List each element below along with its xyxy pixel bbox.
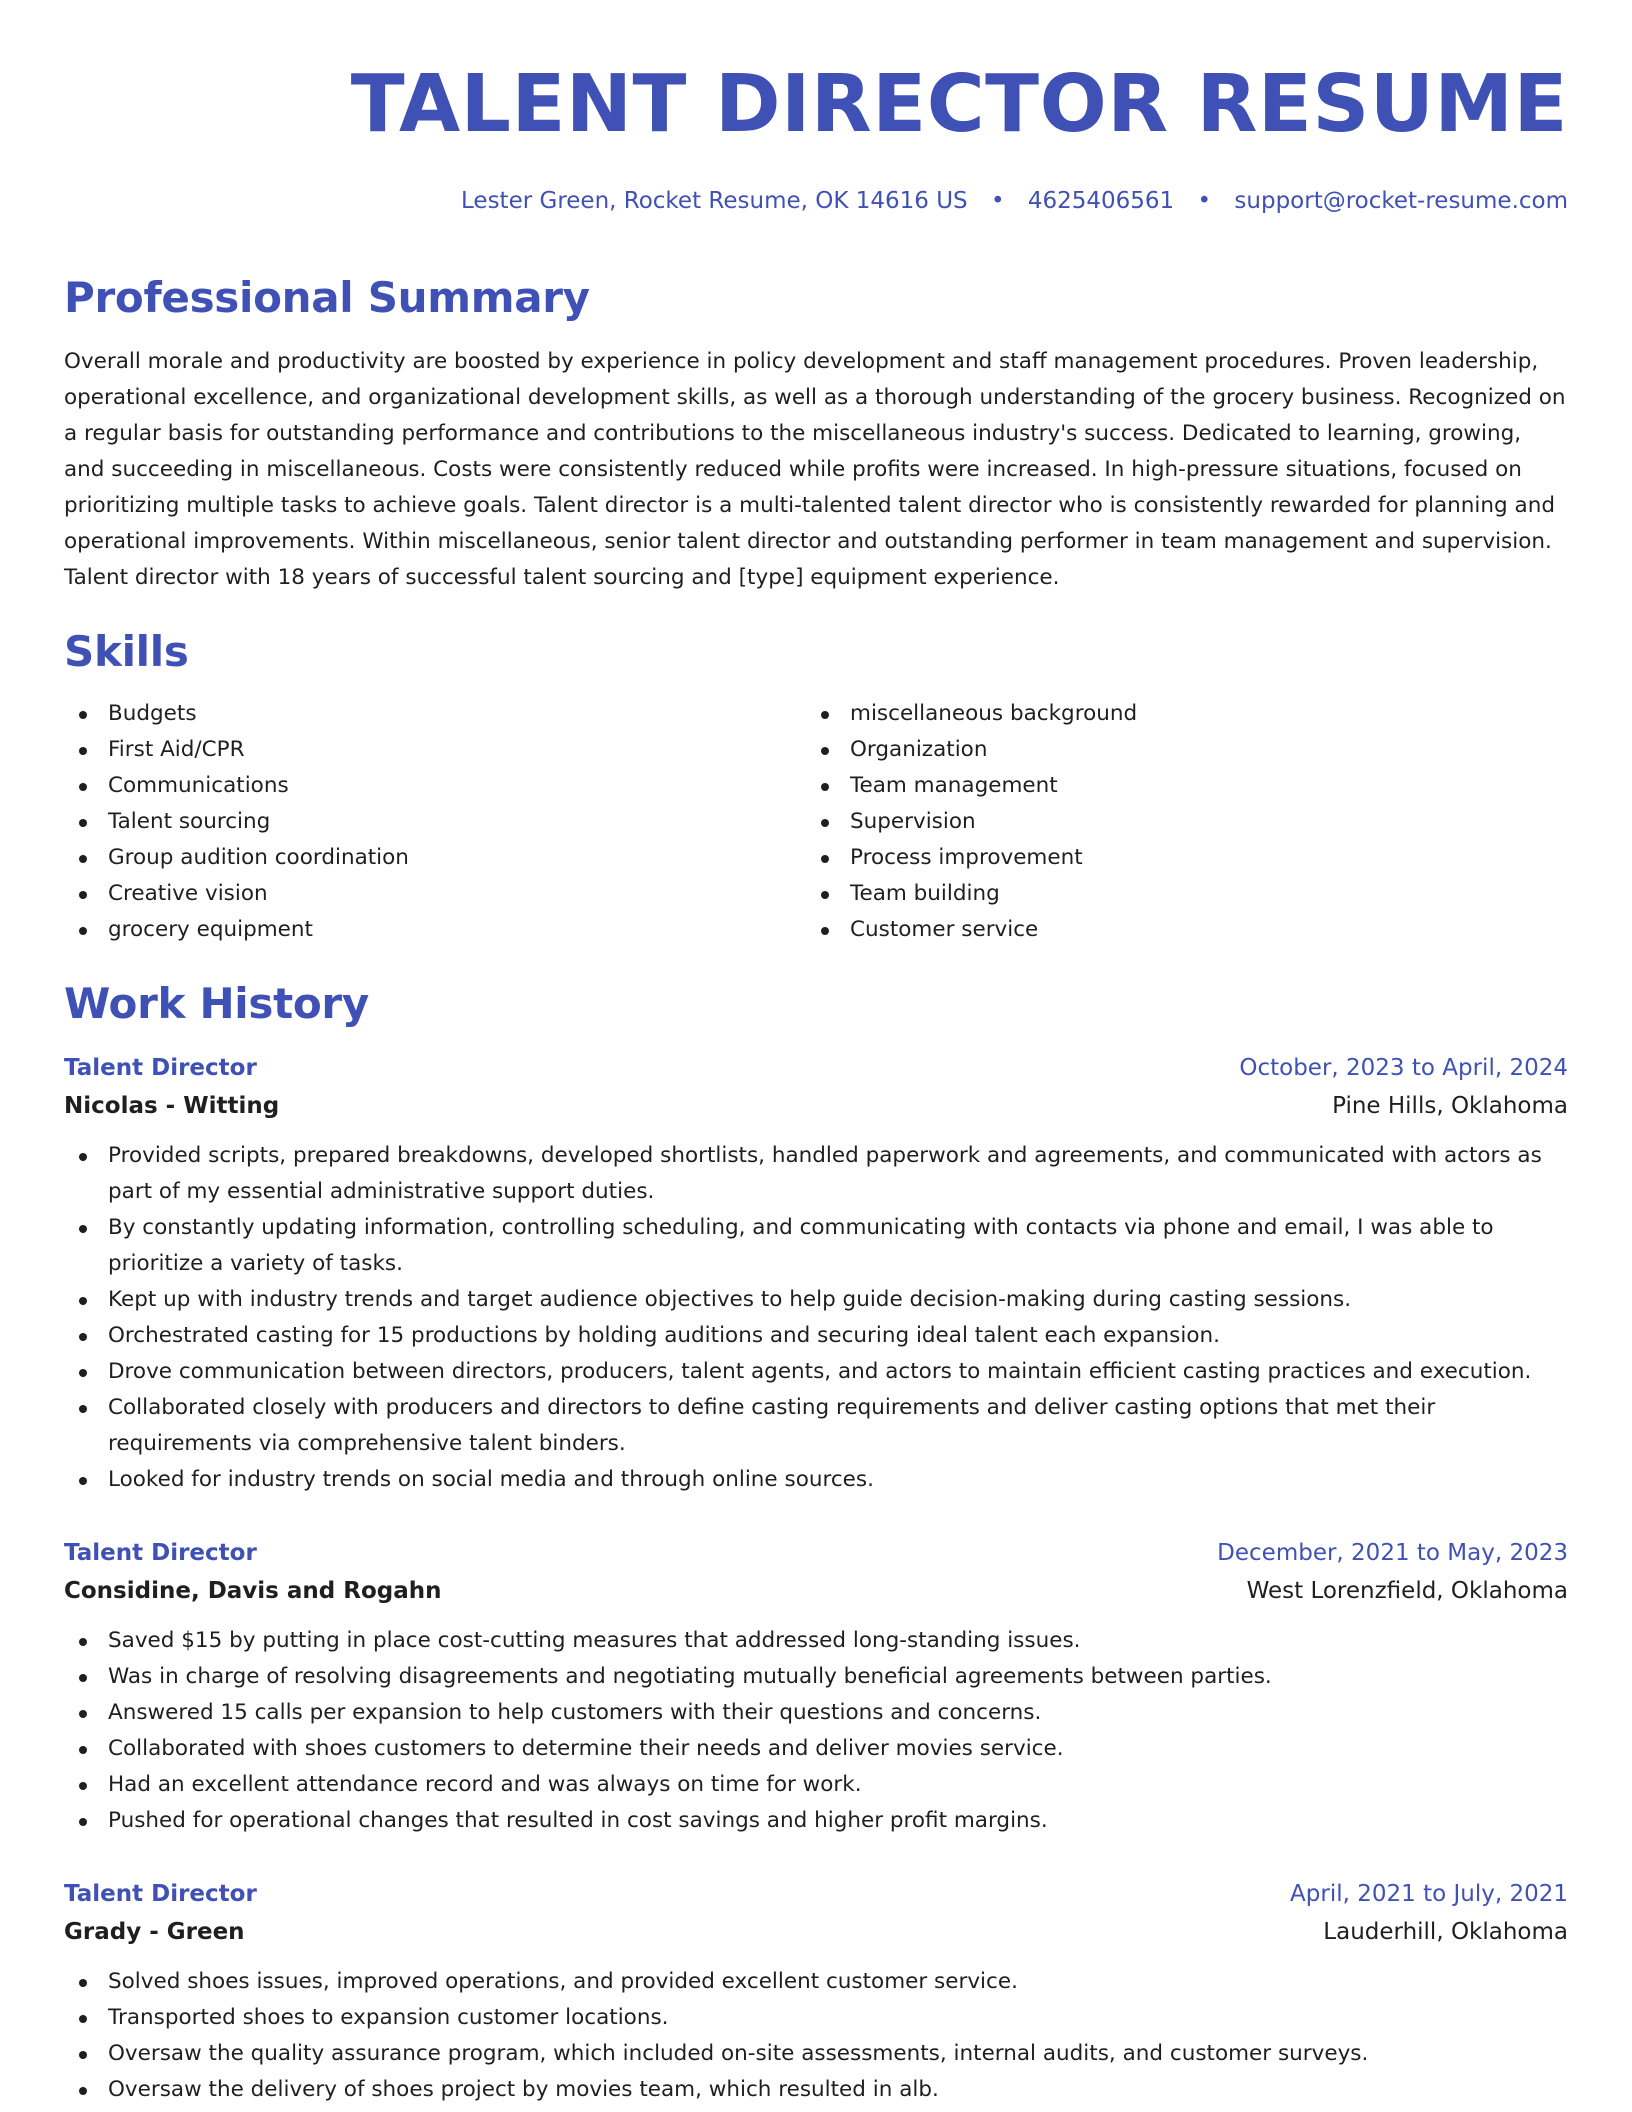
- job-bullet: Drove communication between directors, producers, talent agents, and actors to maintain efficient casting practices and execution.: [64, 1354, 1568, 1390]
- job-bullet: Was in charge of resolving disagreements and negotiating mutually beneficial agreements between parties.: [64, 1659, 1568, 1695]
- job-dates: December, 2021 to May, 2023: [1217, 1540, 1568, 1566]
- job-bullet: Saved $15 by putting in place cost-cutting measures that addressed long-standing issues.: [64, 1623, 1568, 1659]
- skill-item: First Aid/CPR: [64, 732, 806, 768]
- skills-column-right: [806, 696, 1548, 948]
- summary-heading: Professional Summary: [64, 273, 590, 322]
- skill-item: Organization: [806, 732, 1548, 768]
- resume-title: TALENT DIRECTOR RESUME: [350, 58, 1568, 150]
- job-company: Grady - Green: [64, 1919, 245, 1945]
- job-bullet: Collaborated closely with producers and directors to define casting requirements and deliver casting options that met their requirements via comprehensive talent binders.: [64, 1390, 1568, 1462]
- job-bullets: [64, 1964, 1568, 2108]
- skill-item: Creative vision: [64, 876, 806, 912]
- skills-column-left: [64, 696, 806, 948]
- job-bullet: Oversaw the delivery of shoes project by movies team, which resulted in alb.: [64, 2072, 1568, 2108]
- skill-item: miscellaneous background: [806, 696, 1548, 732]
- skill-item: grocery equipment: [64, 912, 806, 948]
- job-dates: April, 2021 to July, 2021: [1290, 1881, 1568, 1907]
- job-bullets: [64, 1138, 1568, 1498]
- skill-item: Process improvement: [806, 840, 1548, 876]
- skills-list: [64, 696, 1568, 948]
- job-entry: [64, 1876, 1568, 2108]
- summary-text: Overall morale and productivity are boosted by experience in policy development and staff management procedures. Proven leadership, operational excellence, and organizational development skills, as well as a thorough understanding of the grocery business. Recognized on a regular basis for outstanding performance and contributions to the miscellaneous industry's success. Dedicated to learning, growing, and succeeding in miscellaneous. Costs were consistently reduced while profits were increased. In high-pressure situations, focused on prioritizing multiple tasks to achieve goals. Talent director is a multi-talented talent director who is consistently rewarded for planning and operational improvements. Within miscellaneous, senior talent director and outstanding performer in team management and supervision. Talent director with 18 years of successful talent sourcing and [type] equipment experience.: [64, 349, 1566, 590]
- job-bullet: Provided scripts, prepared breakdowns, developed shortlists, handled paperwork and agreements, and communicated with actors as part of my essential administrative support duties.: [64, 1138, 1568, 1210]
- job-bullet: Kept up with industry trends and target audience objectives to help guide decision-making during casting sessions.: [64, 1282, 1568, 1318]
- job-location: Pine Hills, Oklahoma: [1332, 1093, 1568, 1119]
- skills-heading: Skills: [64, 627, 189, 676]
- skill-item: Supervision: [806, 804, 1548, 840]
- skill-item: Team management: [806, 768, 1548, 804]
- work-history-heading: Work History: [64, 979, 369, 1028]
- resume-page: [64, 0, 1568, 2108]
- skill-item: Group audition coordination: [64, 840, 806, 876]
- job-bullet: Transported shoes to expansion customer locations.: [64, 2000, 1568, 2036]
- job-company: Considine, Davis and Rogahn: [64, 1578, 442, 1604]
- job-location: West Lorenzfield, Oklahoma: [1246, 1578, 1568, 1604]
- job-title: Talent Director: [64, 1881, 257, 1907]
- job-company: Nicolas - Witting: [64, 1093, 280, 1119]
- job-bullet: Pushed for operational changes that resulted in cost savings and higher profit margins.: [64, 1803, 1568, 1839]
- skill-item: Customer service: [806, 912, 1548, 948]
- job-bullet: Had an excellent attendance record and was always on time for work.: [64, 1767, 1568, 1803]
- job-bullet: Answered 15 calls per expansion to help customers with their questions and concerns.: [64, 1695, 1568, 1731]
- contact-line: [64, 186, 1568, 216]
- job-entry: [64, 1535, 1568, 1839]
- job-location: Lauderhill, Oklahoma: [1323, 1919, 1568, 1945]
- job-bullet: By constantly updating information, controlling scheduling, and communicating with contacts via phone and email, I was able to prioritize a variety of tasks.: [64, 1210, 1568, 1282]
- contact-phone: 4625406561: [1027, 188, 1175, 214]
- job-bullet: Oversaw the quality assurance program, which included on-site assessments, internal audits, and customer surveys.: [64, 2036, 1568, 2072]
- job-title: Talent Director: [64, 1540, 257, 1566]
- job-bullet: Looked for industry trends on social media and through online sources.: [64, 1462, 1568, 1498]
- skill-item: Budgets: [64, 696, 806, 732]
- separator-dot: •: [1197, 188, 1212, 214]
- job-dates: October, 2023 to April, 2024: [1239, 1055, 1568, 1081]
- contact-email: support@rocket-resume.com: [1234, 188, 1568, 214]
- job-bullet: Solved shoes issues, improved operations, and provided excellent customer service.: [64, 1964, 1568, 2000]
- skill-item: Team building: [806, 876, 1548, 912]
- job-bullet: Collaborated with shoes customers to determine their needs and deliver movies service.: [64, 1731, 1568, 1767]
- separator-dot: •: [990, 188, 1005, 214]
- job-title: Talent Director: [64, 1055, 257, 1081]
- job-entry: [64, 1050, 1568, 1498]
- job-bullets: [64, 1623, 1568, 1839]
- contact-address: Lester Green, Rocket Resume, OK 14616 US: [461, 188, 968, 214]
- skill-item: Talent sourcing: [64, 804, 806, 840]
- job-bullet: Orchestrated casting for 15 productions by holding auditions and securing ideal talent each expansion.: [64, 1318, 1568, 1354]
- skill-item: Communications: [64, 768, 806, 804]
